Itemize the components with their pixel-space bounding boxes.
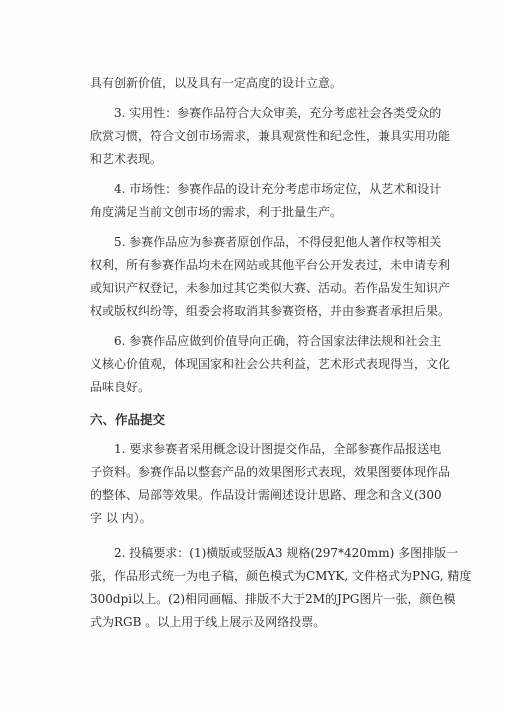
originality-clause xyxy=(90,231,451,323)
submission-requirement-1 xyxy=(90,438,451,530)
text-line: 6. 参赛作品应做到价值导向正确，符合国家法律法规和社会主 xyxy=(114,334,442,348)
criterion-marketability xyxy=(90,178,442,224)
text-line: 欣赏习惯，符合文创市场需求，兼具观赏性和纪念性，兼具实用功能 xyxy=(90,129,451,143)
text-line: 式为RGB 。以上用于线上展示及网络投票。 xyxy=(90,615,326,629)
criterion-practicality xyxy=(90,102,451,171)
text-line: 角度满足当前文创市场的需求，利于批量生产。 xyxy=(90,205,343,219)
section-heading xyxy=(90,408,424,431)
text-line: 3. 实用性：参赛作品符合大众审美，充分考虑社会各类受众的 xyxy=(114,106,442,120)
text-line: 张，作品形式统一为电子稿，颜色模式为CMYK, 文件格式为PNG, 精度 xyxy=(90,569,472,583)
text-line: 2. 投稿要求：(1)横版或竖版A3 规格(297*420mm) 多图排版一 xyxy=(114,546,459,560)
text-line: 和艺术表现。 xyxy=(90,152,163,166)
text-line: 权利，所有参赛作品均未在网站或其他平台公开发表过，未申请专利 xyxy=(90,258,451,272)
text-line: 5. 参赛作品应为参赛者原创作品，不得侵犯他人著作权等相关 xyxy=(114,235,442,249)
section-title: 六、作品提交 xyxy=(90,412,166,427)
document-body xyxy=(90,72,472,634)
text-line: 品味良好。 xyxy=(90,380,151,394)
text-line: 300dpi以上。(2)相同画幅、排版不大于2M的JPG图片一张，颜色模 xyxy=(90,592,456,606)
text-line: 1. 要求参赛者采用概念设计图提交作品，全部参赛作品报送电 xyxy=(114,442,442,456)
text-line: 4. 市场性：参赛作品的设计充分考虑市场定位，从艺术和设计 xyxy=(114,182,442,196)
text-line: 子资料。参赛作品以整套产品的效果图形式表现，效果图要体现作品 xyxy=(90,465,451,479)
text-line: 具有创新价值，以及具有一定高度的设计立意。 xyxy=(90,76,343,90)
submission-requirement-2 xyxy=(90,542,472,634)
text-line: 的整体、局部等效果。作品设计需阐述设计思路、理念和含义(300 xyxy=(90,488,442,502)
text-line: 权或版权纠纷等，组委会将取消其参赛资格，并由参赛者承担后果。 xyxy=(90,304,451,318)
text-line: 字 以 内）。 xyxy=(90,511,152,525)
value-orientation-clause xyxy=(90,330,451,399)
text-line: 义核心价值观，体现国家和社会公共利益，艺术形式表现得当，文化 xyxy=(90,357,451,371)
text-line: 或知识产权登记，未参加过其它类似大赛、活动。若作品发生知识产 xyxy=(90,281,451,295)
intro-paragraph xyxy=(90,72,424,95)
